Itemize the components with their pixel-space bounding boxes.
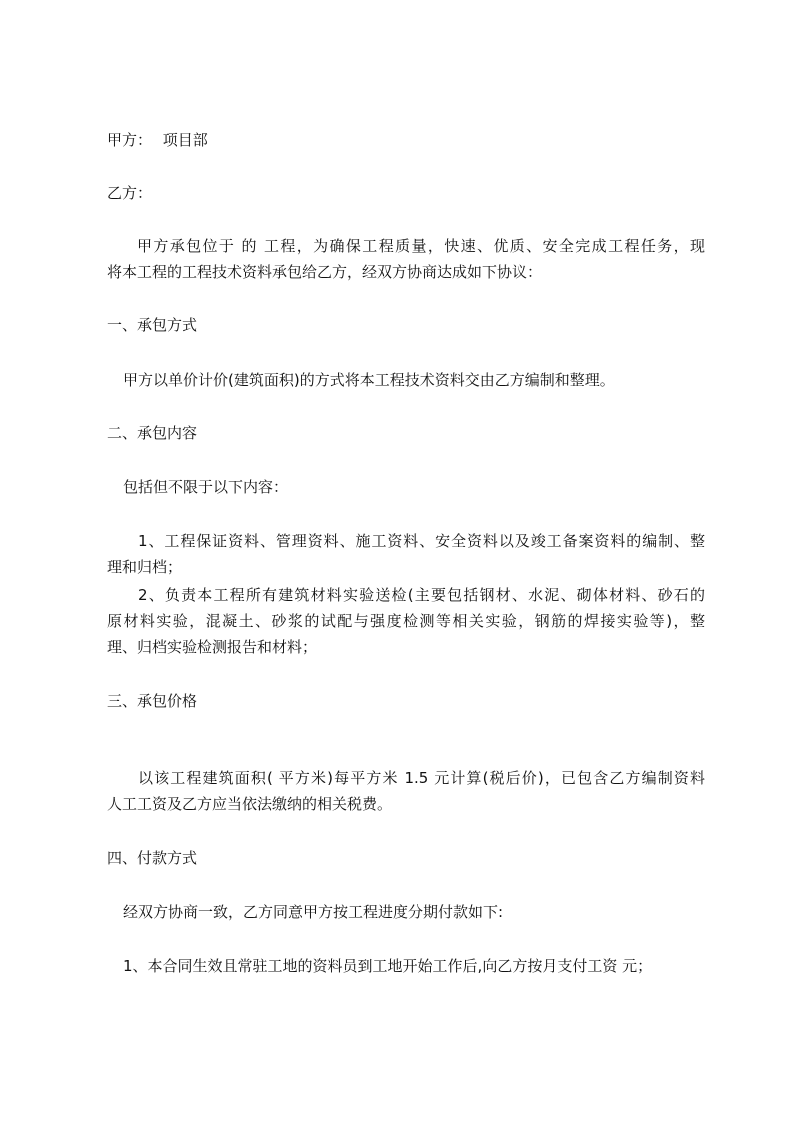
item-1-line-2: 理和归档； <box>107 558 183 576</box>
section-2-heading: 二、承包内容 <box>107 424 198 442</box>
intro-line-2: 将本工程的工程技术资料承包给乙方，经双方协商达成如下协议： <box>107 263 543 281</box>
item-2-line-1: 2、负责本工程所有建筑材料实验送检(主要包括钢材、水泥、砌体材料、砂石的 <box>138 586 705 604</box>
party-a-label: 甲方： <box>107 131 153 149</box>
item-2-line-3: 理、归档实验检测报告和材料； <box>107 638 318 656</box>
intro-line-1: 甲方承包位于 的 工程，为确保工程质量，快速、优质、安全完成工程任务，现 <box>137 237 705 255</box>
payment-item-1: 1、本合同生效且常驻工地的资料员到工地开始工作后,向乙方按月支付工资 元； <box>123 957 653 975</box>
party-a-value: 项目部 <box>162 131 208 149</box>
section-1-heading: 一、承包方式 <box>107 316 198 334</box>
section-4-intro: 经双方协商一致，乙方同意甲方按工程进度分期付款如下: <box>123 903 504 921</box>
party-b-label: 乙方： <box>107 184 153 202</box>
section-3-line-2: 人工工资及乙方应当依法缴纳的相关税费。 <box>107 795 393 813</box>
section-3-line-1: 以该工程建筑面积( 平方米)每平方米 1.5 元计算(税后价)，已包含乙方编制资料 <box>138 769 705 787</box>
section-4-heading: 四、付款方式 <box>107 849 198 867</box>
section-1-body: 甲方以单价计价(建筑面积)的方式将本工程技术资料交由乙方编制和整理。 <box>123 371 615 389</box>
party-a-line <box>107 131 208 149</box>
item-2-line-2: 原材料实验，混凝土、砂浆的试配与强度检测等相关实验，钢筋的焊接实验等)，整 <box>107 612 705 630</box>
section-3-heading: 三、承包价格 <box>107 692 198 710</box>
item-1-line-1: 1、工程保证资料、管理资料、施工资料、安全资料以及竣工备案资料的编制、整 <box>138 532 705 550</box>
section-2-intro: 包括但不限于以下内容： <box>123 478 289 496</box>
